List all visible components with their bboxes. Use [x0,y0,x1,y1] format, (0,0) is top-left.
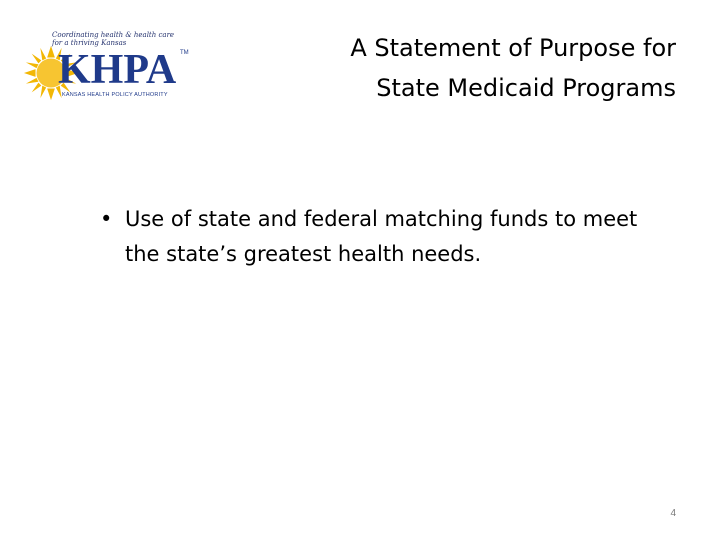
logo-wordmark: KHPA [58,47,177,93]
logo-tagline-line1: Coordinating health & health care [52,31,175,39]
logo-trademark: TM [180,50,189,56]
page-number: 4 [670,508,676,519]
logo-subtitle: KANSAS HEALTH POLICY AUTHORITY [62,92,168,98]
logo-tagline-line2: for a thriving Kansas [52,39,127,47]
bullet-item [100,202,660,272]
slide-title-line1: A Statement of Purpose for [350,34,676,62]
bullet-text: Use of state and federal matching funds to meet the state’s greatest health needs. [125,207,638,266]
bullet-marker: • [100,207,113,231]
slide-title [236,28,676,108]
bullet-list [100,202,660,272]
slide-title-line2: State Medicaid Programs [376,74,676,102]
khpa-logo [22,28,202,108]
